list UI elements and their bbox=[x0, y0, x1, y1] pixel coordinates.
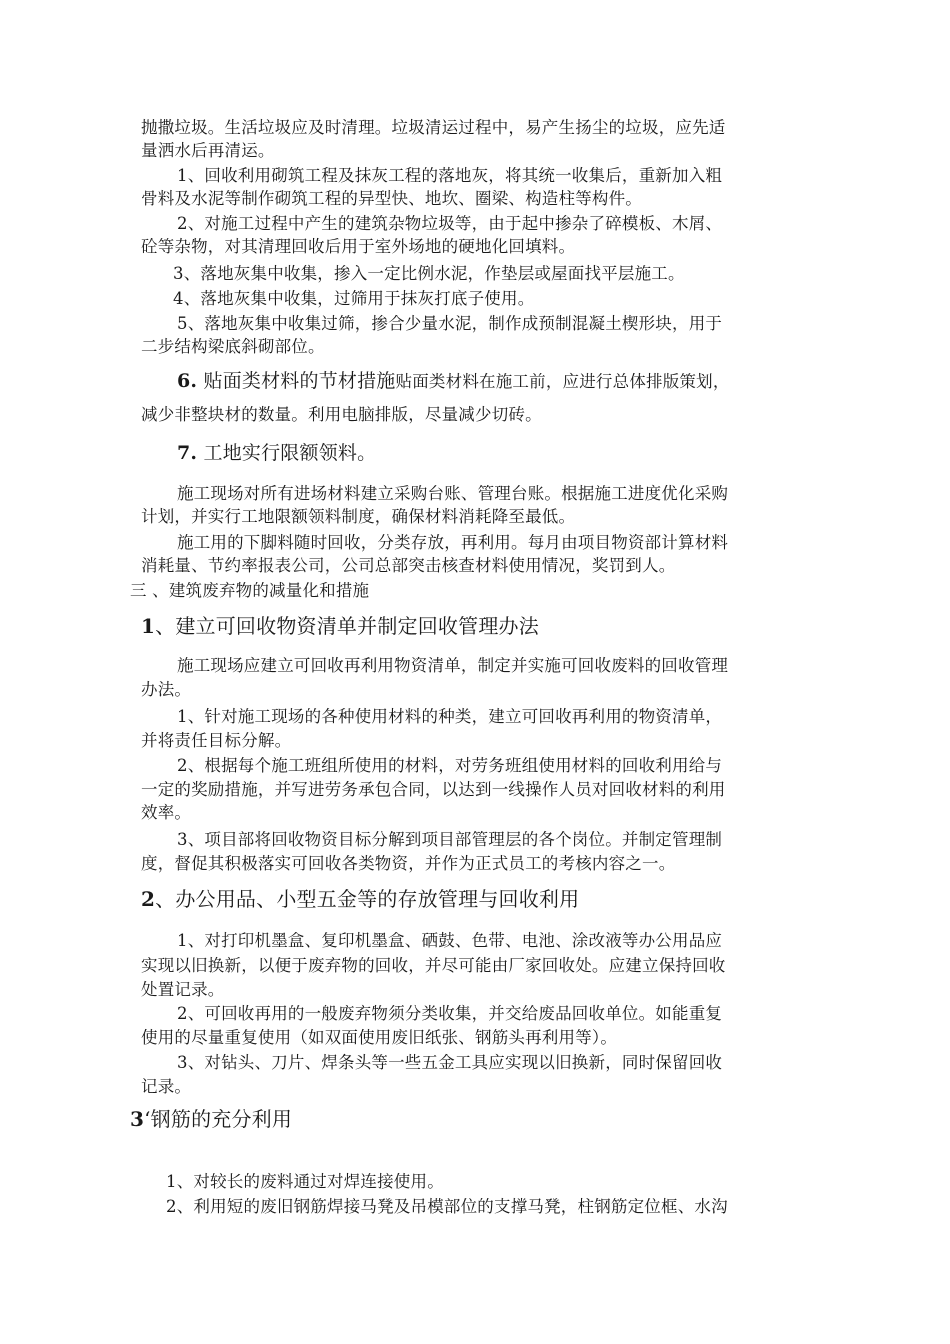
text-line: 一定的奖励措施，并写进劳务承包合同，以达到一线操作人员对回收材料的利用 bbox=[141, 780, 726, 799]
text-line: 处置记录。 bbox=[141, 980, 225, 999]
text-line: 2、根据每个施工班组所使用的材料，对劳务班组使用材料的回收利用给与 bbox=[177, 756, 723, 775]
heading-6-title: 贴面类材料的节材措施 bbox=[203, 370, 396, 392]
text-line: 并将责任目标分解。 bbox=[141, 731, 292, 750]
text-line: 二步结构梁底斜砌部位。 bbox=[141, 337, 325, 356]
text-line: 1、针对施工现场的各种使用材料的种类，建立可回收再利用的物资清单， bbox=[177, 707, 723, 726]
text-line: 骨料及水泥等制作砌筑工程的异型快、地坎、圈梁、构造柱等构件。 bbox=[141, 189, 642, 208]
section-3-number: 3 bbox=[130, 1107, 145, 1131]
heading-6-text: 贴面类材料在施工前，应进行总体排版策划， bbox=[395, 372, 730, 391]
text-line: 办法。 bbox=[141, 680, 192, 699]
section-heading: 三 、建筑废弃物的减量化和措施 bbox=[130, 581, 370, 600]
heading-6-number: 6. bbox=[177, 370, 198, 392]
text-line: 4、落地灰集中收集，过筛用于抹灰打底子使用。 bbox=[173, 289, 535, 308]
text-line: 效率。 bbox=[141, 803, 192, 822]
section-1-heading bbox=[141, 613, 539, 639]
text-line: 1、回收利用砌筑工程及抹灰工程的落地灰，将其统一收集后，重新加入粗 bbox=[177, 166, 723, 185]
section-3-heading bbox=[130, 1106, 292, 1132]
section-1-number: 1 bbox=[141, 614, 156, 638]
text-line: 5、落地灰集中收集过筛，掺合少量水泥，制作成预制混凝土楔形块，用于 bbox=[177, 314, 723, 333]
section-2-title: 、办公用品、小型五金等的存放管理与回收利用 bbox=[155, 887, 580, 911]
section-2-heading bbox=[141, 886, 579, 912]
text-line: 1、对较长的废料通过对焊连接使用。 bbox=[166, 1172, 444, 1191]
section-3-title: ‘钢筋的充分利用 bbox=[144, 1107, 293, 1131]
text-line: 量洒水后再清运。 bbox=[141, 141, 275, 160]
text-line: 3、对钻头、刀片、焊条头等一些五金工具应实现以旧换新，同时保留回收 bbox=[177, 1053, 723, 1072]
heading-6 bbox=[177, 368, 730, 395]
text-line: 施工现场对所有进场材料建立采购台账、管理台账。根据施工进度优化采购 bbox=[177, 484, 729, 503]
text-line: 计划，并实行工地限额领料制度，确保材料消耗降至最低。 bbox=[141, 507, 576, 526]
text-line: 砼等杂物，对其清理回收后用于室外场地的硬地化回填料。 bbox=[141, 237, 576, 256]
text-line: 抛撒垃圾。生活垃圾应及时清理。垃圾清运过程中，易产生扬尘的垃圾，应先适 bbox=[141, 118, 726, 137]
text-line: 减少非整块材的数量。利用电脑排版，尽量减少切砖。 bbox=[141, 405, 542, 424]
text-line: 3、项目部将回收物资目标分解到项目部管理层的各个岗位。并制定管理制 bbox=[177, 830, 723, 849]
text-line: 2、利用短的废旧钢筋焊接马凳及吊模部位的支撑马凳，柱钢筋定位框、水沟 bbox=[166, 1197, 728, 1216]
section-1-title: 、建立可回收物资清单并制定回收管理办法 bbox=[155, 614, 539, 638]
text-line: 使用的尽量重复使用（如双面使用废旧纸张、钢筋头再利用等）。 bbox=[141, 1028, 618, 1047]
section-2-number: 2 bbox=[141, 887, 156, 911]
text-line: 实现以旧换新，以便于废弃物的回收，并尽可能由厂家回收处。应建立保持回收 bbox=[141, 956, 726, 975]
text-line: 2、对施工过程中产生的建筑杂物垃圾等，由于起中掺杂了碎模板、木屑、 bbox=[177, 214, 723, 233]
text-line: 1、对打印机墨盒、复印机墨盒、硒鼓、色带、电池、涂改液等办公用品应 bbox=[177, 931, 723, 950]
text-line: 施工用的下脚料随时回收，分类存放，再利用。每月由项目物资部计算材料 bbox=[177, 533, 729, 552]
text-line: 度，督促其积极落实可回收各类物资，并作为正式员工的考核内容之一。 bbox=[141, 854, 676, 873]
text-line: 施工现场应建立可回收再利用物资清单，制定并实施可回收废料的回收管理 bbox=[177, 656, 729, 675]
text-line: 消耗量、节约率报表公司，公司总部突击核查材料使用情况，奖罚到人。 bbox=[141, 556, 676, 575]
heading-7 bbox=[177, 440, 376, 466]
heading-7-number: 7. bbox=[177, 442, 198, 464]
heading-7-title: 工地实行限额领料。 bbox=[203, 442, 377, 464]
text-line: 记录。 bbox=[141, 1077, 192, 1096]
text-line: 3、落地灰集中收集，掺入一定比例水泥，作垫层或屋面找平层施工。 bbox=[173, 264, 685, 283]
text-line: 2、可回收再用的一般废弃物须分类收集，并交给废品回收单位。如能重复 bbox=[177, 1004, 723, 1023]
